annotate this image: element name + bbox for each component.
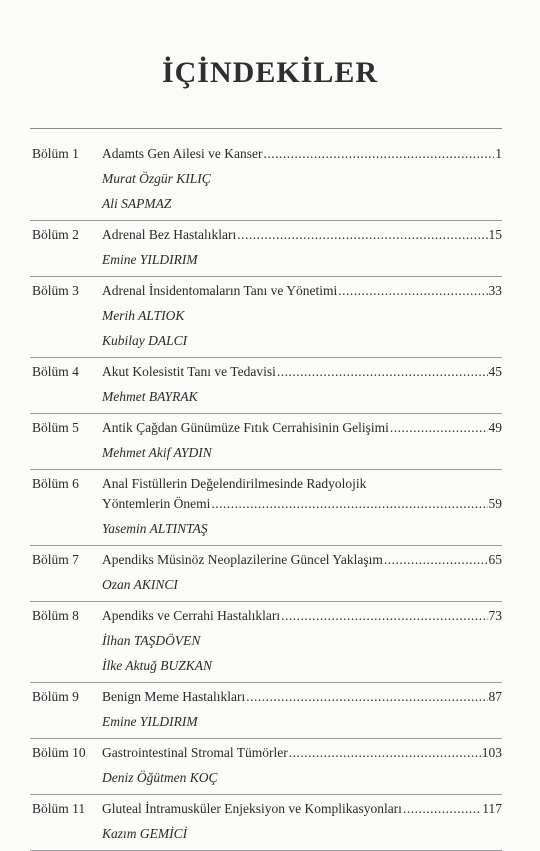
leader-dots [246, 687, 487, 707]
toc-entry [32, 739, 502, 795]
chapter-title-block [102, 362, 502, 382]
leader-dots [277, 362, 488, 382]
leader-dots [263, 144, 494, 164]
page-number: 103 [481, 745, 502, 760]
page-title: İÇİNDEKİLER [161, 56, 379, 89]
chapter-number: Bölüm 11 [32, 801, 86, 816]
chapter-title: Apendiks Müsinöz Neoplazilerine Güncel Yaklaşım [102, 552, 383, 567]
chapter-title-line [102, 281, 502, 301]
toc-entry [32, 795, 502, 851]
chapter-title: Adamts Gen Ailesi ve Kanser [102, 146, 263, 161]
toc-entry [32, 546, 502, 602]
chapter-title: Anal Fistüllerin Değelendirilmesinde Radyolojik [102, 476, 367, 491]
page-number: 73 [488, 608, 502, 623]
page-number: 65 [488, 552, 502, 567]
chapter-title-block [102, 418, 502, 438]
chapter-title-block [102, 550, 502, 570]
toc-entry [32, 602, 502, 683]
chapter-title: Adrenal Bez Hastalıkları [102, 227, 237, 242]
chapter-number: Bölüm 2 [32, 227, 79, 242]
chapter-title-block [102, 743, 502, 763]
chapter-number: Bölüm 1 [32, 146, 79, 161]
toc-entry [32, 414, 502, 470]
chapter-number: Bölüm 5 [32, 420, 79, 435]
chapter-title-block [102, 144, 502, 164]
toc-entry [32, 683, 502, 739]
author-list [32, 301, 502, 351]
chapter-title-line [102, 474, 502, 494]
leader-dots [338, 281, 487, 301]
author-name: Kubilay DALCI [102, 333, 188, 348]
chapter-number: Bölüm 10 [32, 745, 86, 760]
author-name: Ozan AKINCI [102, 577, 178, 592]
chapter-row [32, 795, 502, 819]
toc-entry [32, 470, 502, 546]
chapter-title-block [102, 225, 502, 245]
author-name: Ali SAPMAZ [102, 196, 172, 211]
chapter-title: Antik Çağdan Günümüze Fıtık Cerrahisinin Gelişimi [102, 420, 389, 435]
chapter-title-block [102, 799, 502, 819]
page-number: 59 [488, 496, 502, 511]
chapter-number: Bölüm 9 [32, 689, 79, 704]
chapter-title-block [102, 687, 502, 707]
page-number: 15 [488, 227, 502, 242]
chapter-title: Akut Kolesistit Tanı ve Tedavisi [102, 364, 276, 379]
chapter-title-line [102, 418, 502, 438]
author-name: Deniz Öğütmen KOÇ [102, 770, 218, 785]
chapter-row [32, 470, 502, 514]
leader-dots [384, 550, 488, 570]
chapter-title: Yöntemlerin Önemi [102, 496, 211, 511]
chapter-row [32, 140, 502, 164]
chapter-title-block [102, 474, 502, 514]
author-list [32, 382, 502, 407]
page-number: 1 [495, 146, 502, 161]
chapter-row [32, 739, 502, 763]
chapter-number: Bölüm 3 [32, 283, 79, 298]
author-list [32, 245, 502, 270]
page-number: 117 [482, 801, 502, 816]
chapter-title: Gastrointestinal Stromal Tümörler [102, 745, 288, 760]
chapter-title-block [102, 606, 502, 626]
leader-dots [403, 799, 481, 819]
leader-dots [289, 743, 481, 763]
chapter-title-line [102, 799, 502, 819]
author-name: Yasemin ALTINTAŞ [102, 521, 208, 536]
leader-dots [237, 225, 487, 245]
chapter-title-line [102, 743, 502, 763]
chapter-number: Bölüm 8 [32, 608, 79, 623]
chapter-row [32, 546, 502, 570]
author-name: Merih ALTIOK [102, 308, 185, 323]
chapter-row [32, 358, 502, 382]
chapter-title-line [102, 606, 502, 626]
chapter-row [32, 683, 502, 707]
chapter-title-line [102, 687, 502, 707]
leader-dots [211, 494, 487, 514]
chapter-number: Bölüm 4 [32, 364, 79, 379]
author-list [32, 164, 502, 214]
toc-entry [32, 221, 502, 277]
author-name: Kazım GEMİCİ [102, 826, 188, 841]
page-number: 87 [488, 689, 502, 704]
chapter-title-line [102, 550, 502, 570]
chapter-title-line [102, 362, 502, 382]
chapter-title-block [102, 281, 502, 301]
author-list [32, 438, 502, 463]
chapter-title: Benign Meme Hastalıkları [102, 689, 246, 704]
chapter-title-line [102, 494, 502, 514]
chapter-number: Bölüm 6 [32, 476, 79, 491]
toc-entry [32, 277, 502, 358]
toc-entry [32, 358, 502, 414]
title-divider [30, 128, 502, 129]
chapter-title: Apendiks ve Cerrahi Hastalıkları [102, 608, 281, 623]
author-list [32, 819, 502, 844]
chapter-title: Adrenal İnsidentomaların Tanı ve Yönetimi [102, 283, 338, 298]
table-of-contents [32, 140, 502, 851]
chapter-number: Bölüm 7 [32, 552, 79, 567]
page-number: 45 [488, 364, 502, 379]
author-name: Mehmet Akif AYDIN [102, 445, 212, 460]
leader-dots [390, 418, 488, 438]
author-name: Mehmet BAYRAK [102, 389, 198, 404]
chapter-title-line [102, 144, 502, 164]
toc-entry [32, 140, 502, 221]
author-name: Murat Özgür KILIÇ [102, 171, 211, 186]
leader-dots [281, 606, 487, 626]
author-list [32, 763, 502, 788]
author-list [32, 570, 502, 595]
chapter-row [32, 277, 502, 301]
chapter-title: Gluteal İntramusküler Enjeksiyon ve Komplikasyonları [102, 801, 402, 816]
page-number: 33 [488, 283, 502, 298]
author-name: Emine YILDIRIM [102, 714, 198, 729]
author-list [32, 707, 502, 732]
author-list [32, 514, 502, 539]
author-list [32, 626, 502, 676]
chapter-row [32, 414, 502, 438]
chapter-row [32, 221, 502, 245]
author-name: Emine YILDIRIM [102, 252, 198, 267]
page-number: 49 [488, 420, 502, 435]
author-name: İlhan TAŞDÖVEN [102, 633, 201, 648]
chapter-title-line [102, 225, 502, 245]
chapter-row [32, 602, 502, 626]
author-name: İlke Aktuğ BUZKAN [102, 658, 212, 673]
